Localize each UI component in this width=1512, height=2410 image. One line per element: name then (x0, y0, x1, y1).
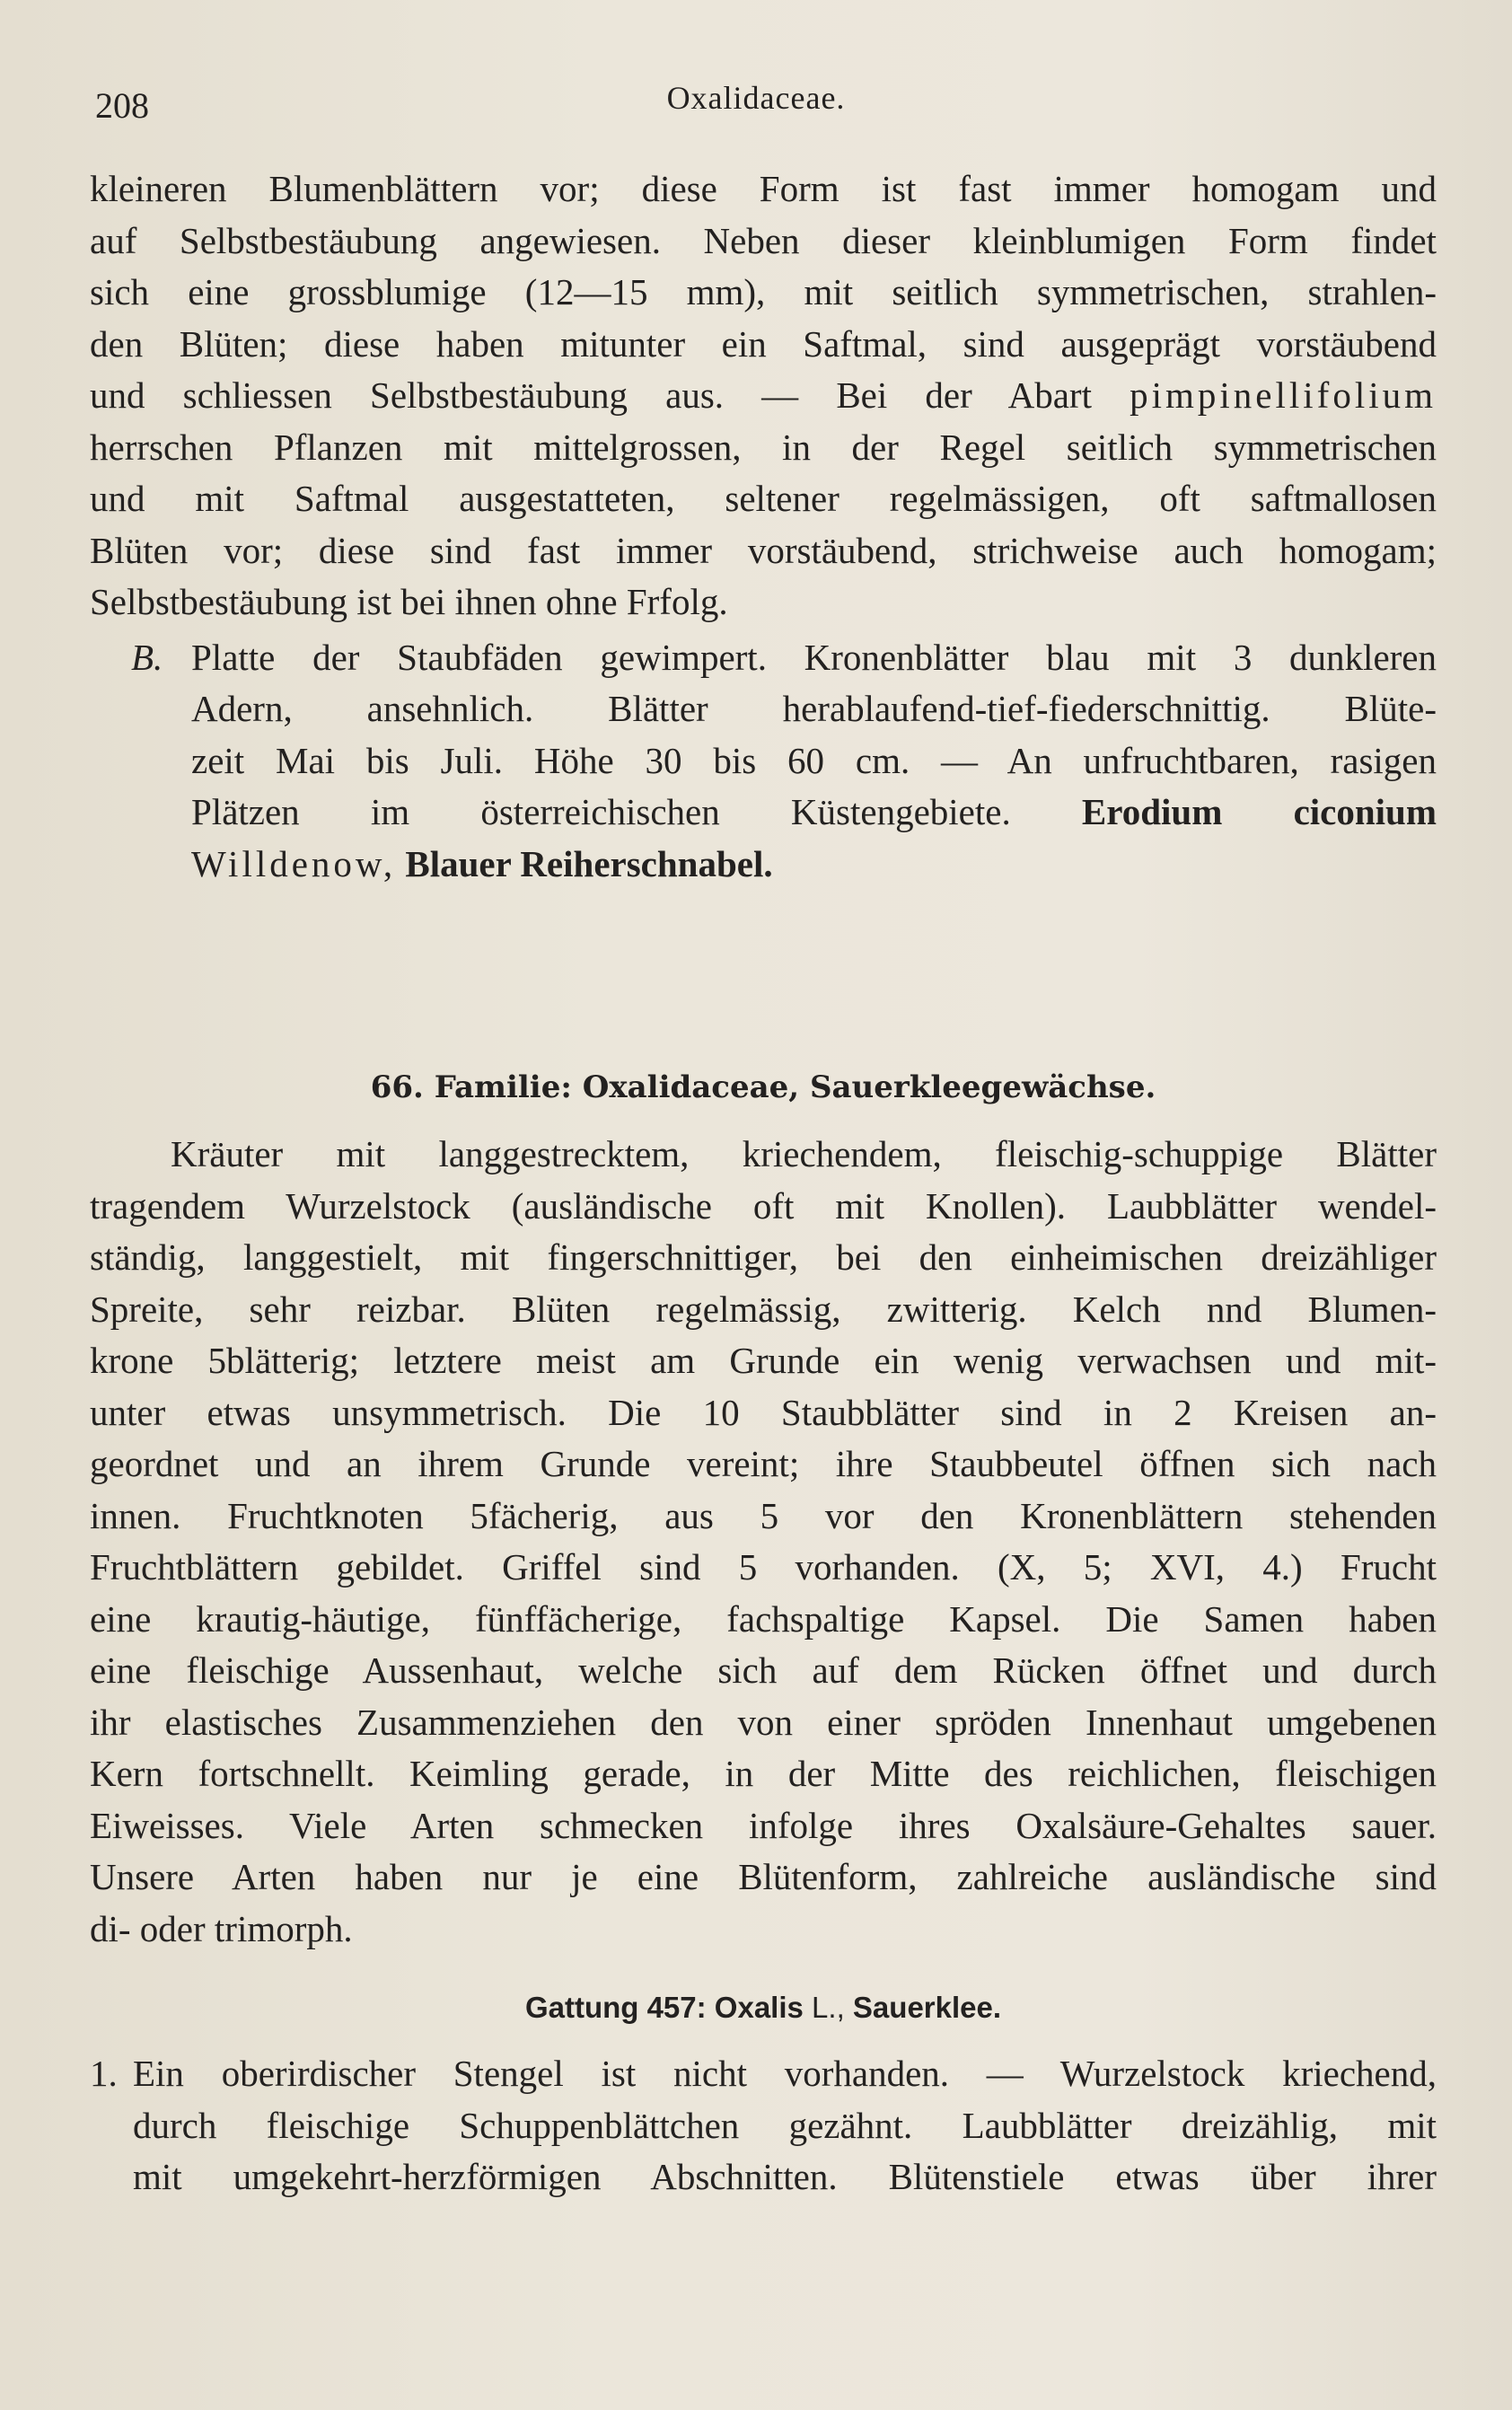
text-line-with-variety (90, 370, 1437, 422)
text-line: ständig, langgestielt, mit fingerschnittiger, bei den einheimischen dreizähliger (90, 1236, 1437, 1278)
species-common-name: Blauer Reiherschnabel. (405, 842, 773, 884)
text-line: Kern fortschnellt. Keimling gerade, in der Mitte des reichlichen, fleischigen (90, 1753, 1437, 1794)
key-item-1 (90, 2048, 1437, 2203)
text-line: Unsere Arten haben nur je eine Blütenform, zahlreiche ausländische sind (90, 1856, 1437, 1897)
text-line: zeit Mai bis Juli. Höhe 30 bis 60 cm. — An unfruchtbaren, rasigen (191, 739, 1437, 781)
key-number: 1. (90, 2053, 118, 2094)
text-line: eine krautig-häutige, fünffächerige, fachspaltige Kapsel. Die Samen haben (90, 1597, 1437, 1640)
genus-common-name: Sauerklee. (852, 1991, 1002, 2024)
text-line: auf Selbstbestäubung angewiesen. Neben dieser kleinblumigen Form findet (90, 219, 1437, 261)
text-line: innen. Fruchtknoten 5fächerig, aus 5 vor den Kronenblättern stehenden (90, 1494, 1437, 1536)
text-line: Kräuter mit langgestrecktem, kriechendem, fleischig-schuppige Blätter (171, 1133, 1437, 1174)
text-line: und mit Saftmal ausgestatteten, seltener regelmässigen, oft saftmallosen (90, 478, 1437, 519)
text-line: krone 5blätterig; letztere meist am Grunde ein wenig verwachsen und mit- (90, 1340, 1437, 1381)
genus-author: L., (812, 1991, 845, 2024)
species-name: Erodium ciconium (1081, 791, 1437, 832)
text-line: Platte der Staubfäden gewimpert. Kronenblätter blau mit 3 dunkleren (191, 636, 1437, 678)
text-line: unter etwas unsymmetrisch. Die 10 Staubblätter sind in 2 Kreisen an- (90, 1391, 1437, 1433)
text-line: Selbstbestäubung ist bei ihnen ohne Frfolg. (90, 581, 728, 622)
text-line: mit umgekehrt-herzförmigen Abschnitten. Blütenstiele etwas über ihrer (133, 2156, 1437, 2197)
text-line: di- oder trimorph. (90, 1907, 353, 1949)
genus-heading (90, 1991, 1437, 2025)
page-body (90, 163, 1437, 2203)
species-author-line (191, 839, 1437, 891)
text-line-with-species (191, 787, 1437, 839)
page-header (90, 79, 1422, 133)
text-segment: Plätzen im österreichischen Küstengebiete. (191, 791, 1011, 832)
species-author: Willdenow, (191, 842, 397, 884)
text-line: sich eine grossblumige (12—15 mm), mit seitlich symmetrischen, strahlen- (90, 271, 1437, 312)
family-heading: 66. Familie: Oxalidaceae, Sauerkleegewächse. (370, 1069, 1156, 1105)
intro-paragraph (90, 163, 1437, 629)
text-line: Adern, ansehnlich. Blätter herablaufend-tief-fiederschnittig. Blüte- (191, 688, 1437, 729)
text-line: geordnet und an ihrem Grunde vereint; ihre Staubbeutel öffnen sich nach (90, 1443, 1437, 1484)
text-line: tragendem Wurzelstock (ausländische oft mit Knollen). Laubblätter wendel- (90, 1184, 1437, 1227)
text-line: Eiweisses. Viele Arten schmecken infolge ihres Oxalsäure-Gehaltes sauer. (90, 1804, 1437, 1846)
text-line: durch fleischige Schuppenblättchen gezähnt. Laubblätter dreizählig, mit (133, 2104, 1437, 2146)
text-line: Blüten vor; diese sind fast immer vorstäubend, strichweise auch homogam; (90, 529, 1437, 571)
text-segment: und schliessen Selbstbestäubung aus. — Bei der Abart (90, 374, 1092, 416)
text-line: kleineren Blumenblättern vor; diese Form ist fast immer homogam und (90, 168, 1437, 209)
key-marker: B. (131, 636, 163, 678)
text-line: den Blüten; diese haben mitunter ein Saftmal, sind ausgeprägt vorstäubend (90, 322, 1437, 365)
text-line: Fruchtblättern gebildet. Griffel sind 5 vorhanden. (X, 5; XVI, 4.) Frucht (90, 1546, 1437, 1588)
genus-label: Gattung 457: Oxalis (524, 1991, 804, 2024)
page-number: 208 (95, 85, 149, 126)
variety-name: pimpinellifolium (1130, 374, 1437, 416)
text-line: Ein oberirdischer Stengel ist nicht vorhanden. — Wurzelstock kriechend, (133, 2053, 1437, 2094)
family-description (90, 1129, 1437, 1955)
text-line: herrschen Pflanzen mit mittelgrossen, in der Regel seitlich symmetrischen (90, 426, 1437, 468)
key-block-b (90, 632, 1437, 891)
running-head: Oxalidaceae. (666, 80, 846, 116)
text-line: eine fleischige Aussenhaut, welche sich auf dem Rücken öffnet und durch (90, 1649, 1437, 1691)
text-line: ihr elastisches Zusammenziehen den von einer spröden Innenhaut umgebenen (90, 1701, 1437, 1743)
text-line: Spreite, sehr reizbar. Blüten regelmässig, zwitterig. Kelch nnd Blumen- (90, 1288, 1437, 1330)
